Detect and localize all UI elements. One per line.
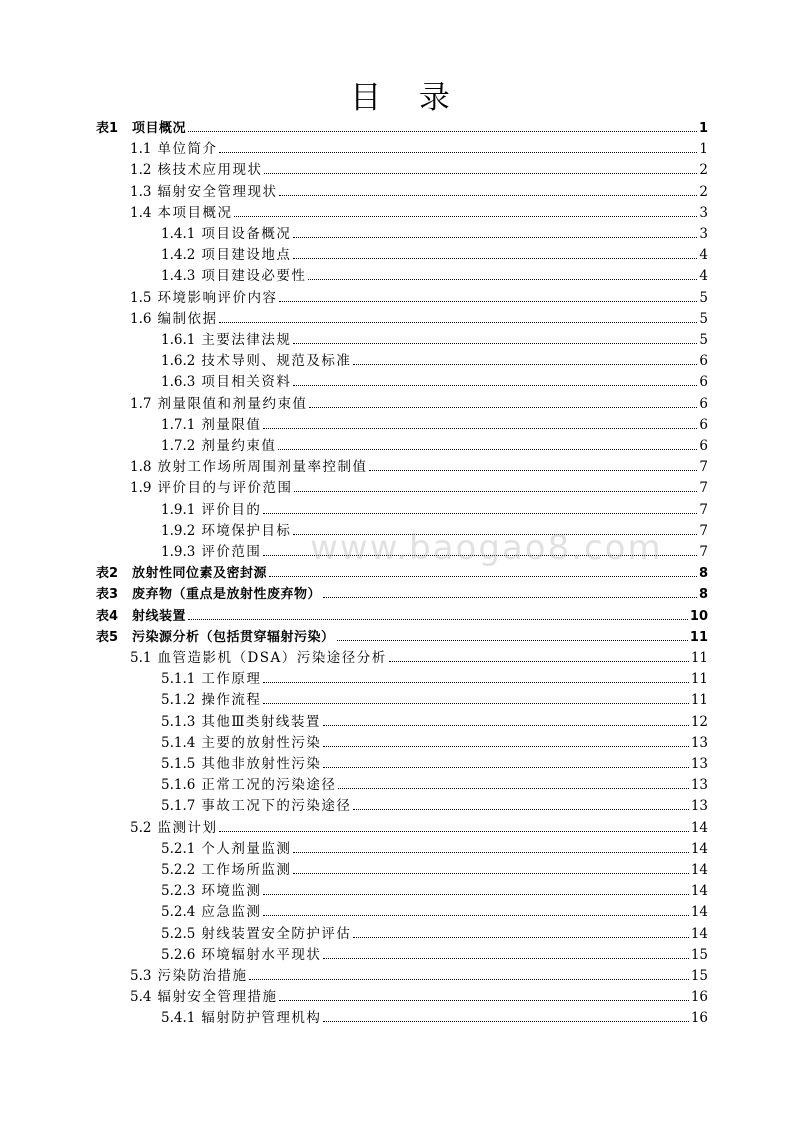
toc-entry[interactable] — [130, 648, 708, 669]
toc-entry[interactable] — [130, 182, 708, 203]
toc-entry-page-number: 7 — [699, 459, 708, 476]
toc-dot-leader — [323, 745, 688, 747]
toc-dot-leader — [323, 596, 697, 598]
toc-entry-title: 工作原理 — [201, 671, 262, 688]
toc-entry[interactable] — [161, 245, 708, 266]
toc-entry-number: 5.2.2 — [161, 862, 196, 878]
toc-entry-title: 环境监测 — [201, 883, 262, 900]
toc-entry[interactable] — [130, 288, 708, 309]
toc-entry-number: 1.3 — [130, 183, 152, 200]
toc-entry-page-number: 8 — [698, 587, 708, 603]
toc-entry-title: 环境辐射水平现状 — [201, 946, 322, 963]
toc-entry-page-number: 7 — [699, 522, 708, 539]
toc-entry-number: 1.4.1 — [161, 226, 196, 242]
toc-entry-title: 单位简介 — [157, 141, 218, 158]
toc-entry[interactable] — [161, 796, 708, 817]
toc-dot-leader — [308, 278, 697, 280]
toc-entry-title: 放射工作场所周围剂量率控制值 — [157, 459, 368, 476]
toc-dot-leader — [338, 787, 688, 789]
toc-entry[interactable] — [96, 627, 708, 648]
toc-entry-number: 5.1.4 — [161, 734, 196, 751]
toc-entry-number: 5.1.2 — [161, 692, 196, 709]
toc-entry-title: 环境保护目标 — [201, 522, 292, 539]
toc-entry-page-number: 6 — [699, 353, 708, 370]
toc-entry-title: 剂量限值 — [201, 416, 262, 433]
toc-entry-title: 辐射防护管理机构 — [201, 1010, 322, 1027]
toc-entry-number: 1.1 — [130, 141, 152, 158]
toc-entry[interactable] — [161, 542, 708, 563]
toc-dot-leader — [323, 724, 689, 726]
toc-entry-page-number: 1 — [699, 141, 708, 158]
toc-entry[interactable] — [130, 966, 708, 987]
toc-entry-title: 项目设备概况 — [201, 226, 292, 242]
toc-entry-title: 核技术应用现状 — [157, 162, 263, 179]
toc-dot-leader — [323, 1020, 688, 1022]
toc-entry[interactable] — [96, 118, 708, 139]
toc-entry[interactable] — [161, 775, 708, 796]
toc-entry-page-number: 13 — [690, 734, 708, 751]
toc-entry-page-number: 4 — [699, 268, 708, 285]
toc-entry[interactable] — [130, 160, 708, 181]
toc-dot-leader — [279, 999, 688, 1001]
toc-entry-number: 5.3 — [130, 968, 152, 984]
toc-dot-leader — [294, 490, 697, 492]
toc-entry-number: 5.4.1 — [161, 1010, 196, 1027]
toc-entry[interactable] — [161, 945, 708, 966]
toc-dot-leader — [279, 300, 697, 302]
toc-entry-number: 1.5 — [130, 289, 152, 306]
toc-dot-leader — [188, 130, 697, 132]
toc-entry[interactable] — [130, 478, 708, 499]
toc-entry-number: 5.1.7 — [161, 798, 196, 815]
toc-entry-number: 1.7.1 — [161, 416, 196, 433]
toc-entry-title: 事故工况下的污染途径 — [201, 798, 352, 815]
toc-dot-leader — [234, 215, 697, 217]
toc-entry-number: 1.9.1 — [161, 501, 196, 518]
toc-entry-page-number: 10 — [689, 608, 708, 624]
toc-entry-page-number: 16 — [690, 1010, 708, 1027]
toc-dot-leader — [249, 978, 688, 980]
toc-entry[interactable] — [161, 924, 708, 945]
toc-entry-title: 污染源分析（包括贯穿辐射污染） — [132, 629, 335, 645]
toc-entry-number: 1.9 — [130, 480, 152, 497]
toc-entry-page-number: 2 — [699, 162, 708, 179]
toc-dot-leader — [389, 660, 689, 662]
toc-entry-title: 项目概况 — [132, 121, 187, 136]
toc-entry[interactable] — [161, 521, 708, 542]
toc-entry-page-number: 5 — [699, 310, 708, 327]
toc-entry-page-number: 3 — [699, 204, 708, 221]
toc-dot-leader — [353, 808, 688, 810]
toc-dot-leader — [293, 342, 697, 344]
page-title: 目 录 — [350, 80, 464, 116]
toc-entry-number: 1.9.2 — [161, 522, 196, 539]
toc-entry-number: 5.1.1 — [161, 671, 196, 688]
toc-entry-number: 1.7 — [130, 395, 152, 412]
toc-entry-page-number: 6 — [699, 374, 708, 391]
toc-entry-number: 5.2.4 — [161, 904, 196, 921]
toc-entry-number: 5.2.5 — [161, 925, 196, 942]
toc-entry-page-number: 5 — [699, 332, 708, 348]
toc-dot-leader — [219, 151, 697, 153]
toc-entry-page-number: 15 — [690, 968, 708, 984]
toc-entry-page-number: 14 — [690, 883, 708, 900]
toc-entry[interactable] — [130, 309, 708, 330]
toc-dot-leader — [337, 639, 688, 641]
toc-dot-leader — [263, 512, 697, 514]
toc-entry[interactable] — [161, 266, 708, 287]
toc-entry-title: 评价范围 — [201, 544, 262, 560]
toc-entry-page-number: 2 — [699, 183, 708, 200]
toc-entry-title: 监测计划 — [157, 819, 218, 836]
toc-entry[interactable] — [161, 415, 708, 436]
toc-entry-page-number: 14 — [690, 904, 708, 921]
toc-entry-title: 环境影响评价内容 — [157, 289, 278, 306]
toc-entry[interactable] — [161, 733, 708, 754]
toc-entry-title: 血管造影机（DSA）污染途径分析 — [157, 650, 387, 666]
toc-entry-number: 5.4 — [130, 989, 152, 1006]
toc-entry-number: 1.4.3 — [161, 268, 196, 285]
toc-entry-page-number: 16 — [690, 989, 708, 1006]
toc-entry-page-number: 14 — [690, 819, 708, 836]
toc-entry-title: 射线装置 — [132, 608, 187, 624]
toc-entry-title: 评价目的与评价范围 — [157, 480, 293, 497]
toc-entry[interactable] — [130, 203, 708, 224]
toc-entry-number: 1.9.3 — [161, 544, 196, 560]
toc-entry-page-number: 11 — [690, 692, 708, 709]
toc-entry-page-number: 11 — [690, 650, 708, 666]
toc-dot-leader — [264, 172, 697, 174]
toc-entry-page-number: 4 — [699, 247, 708, 264]
toc-dot-leader — [263, 893, 688, 895]
toc-entry-number: 1.6.2 — [161, 353, 196, 370]
toc-entry-page-number: 6 — [699, 416, 708, 433]
toc-entry-title: 正常工况的污染途径 — [201, 777, 337, 794]
toc-dot-leader — [269, 575, 697, 577]
toc-entry-number: 表4 — [96, 608, 119, 624]
toc-entry-number: 1.6.1 — [161, 332, 196, 348]
toc-dot-leader — [293, 236, 697, 238]
toc-entry-title: 个人剂量监测 — [201, 840, 292, 857]
toc-entry-title: 剂量限值和剂量约束值 — [157, 395, 308, 412]
toc-entry-number: 表5 — [96, 629, 119, 645]
toc-entry-title: 剂量约束值 — [201, 438, 277, 454]
toc-dot-leader — [293, 872, 688, 874]
toc-entry-title: 工作场所监测 — [201, 862, 292, 878]
toc-entry-page-number: 13 — [690, 756, 708, 772]
toc-entry-page-number: 1 — [698, 121, 708, 136]
toc-dot-leader — [279, 194, 697, 196]
toc-entry-page-number: 11 — [689, 629, 708, 645]
toc-entry-page-number: 11 — [690, 671, 708, 688]
toc-entry-title: 应急监测 — [201, 904, 262, 921]
toc-entry-title: 放射性同位素及密封源 — [132, 566, 268, 582]
toc-entry-page-number: 3 — [699, 226, 708, 242]
toc-entry-number: 5.1.5 — [161, 756, 196, 772]
toc-dot-leader — [219, 321, 697, 323]
toc-entry[interactable] — [161, 690, 708, 711]
toc-dot-leader — [309, 406, 697, 408]
toc-dot-leader — [263, 914, 688, 916]
toc-entry-title: 评价目的 — [201, 501, 262, 518]
toc-entry[interactable] — [130, 139, 708, 160]
toc-entry-page-number: 15 — [690, 946, 708, 963]
toc-entry[interactable] — [96, 584, 708, 605]
toc-entry-page-number: 5 — [699, 289, 708, 306]
toc-dot-leader — [323, 766, 688, 768]
toc-entry[interactable] — [161, 436, 708, 457]
toc-entry-page-number: 13 — [690, 777, 708, 794]
toc-entry-number: 5.1.6 — [161, 777, 196, 794]
toc-entry-page-number: 6 — [699, 395, 708, 412]
toc-entry-number: 表3 — [96, 587, 119, 603]
toc-entry-page-number: 7 — [699, 480, 708, 497]
toc-dot-leader — [293, 384, 697, 386]
toc-dot-leader — [323, 957, 688, 959]
toc-entry-page-number: 6 — [699, 438, 708, 454]
toc-entry-title: 主要法律法规 — [201, 332, 292, 348]
toc-entry[interactable] — [161, 351, 708, 372]
toc-dot-leader — [293, 257, 697, 259]
toc-dot-leader — [293, 533, 697, 535]
toc-entry-page-number: 14 — [690, 925, 708, 942]
toc-entry-number: 1.7.2 — [161, 438, 196, 454]
toc-entry-title: 射线装置安全防护评估 — [201, 925, 352, 942]
toc-entry[interactable] — [130, 818, 708, 839]
toc-entry-number: 1.6 — [130, 310, 152, 327]
toc-entry[interactable] — [161, 1008, 708, 1029]
toc-entry-number: 1.6.3 — [161, 374, 196, 391]
toc-entry-title: 其他非放射性污染 — [201, 756, 322, 772]
toc-entry-number: 5.2 — [130, 819, 152, 836]
toc-entry-page-number: 7 — [699, 501, 708, 518]
toc-entry-page-number: 8 — [698, 566, 708, 582]
toc-dot-leader — [263, 702, 688, 704]
toc-entry-title: 项目建设地点 — [201, 247, 292, 264]
toc-entry[interactable] — [161, 754, 708, 775]
toc-entry-title: 操作流程 — [201, 692, 262, 709]
toc-entry[interactable] — [161, 902, 708, 923]
toc-entry-title: 主要的放射性污染 — [201, 734, 322, 751]
toc-entry-number: 5.1.3 — [161, 713, 196, 730]
toc-entry[interactable] — [130, 457, 708, 478]
toc-entry[interactable] — [96, 606, 708, 627]
toc-entry[interactable] — [161, 712, 708, 733]
toc-entry-page-number: 7 — [699, 544, 708, 560]
toc-dot-leader — [369, 469, 697, 471]
toc-entry-page-number: 12 — [690, 713, 708, 730]
toc-entry[interactable] — [161, 881, 708, 902]
toc-entry[interactable] — [96, 563, 708, 584]
toc-entry-number: 5.2.6 — [161, 946, 196, 963]
toc-entry-number: 表1 — [96, 121, 119, 136]
toc-entry-number: 5.2.3 — [161, 883, 196, 900]
toc-entry-number: 表2 — [96, 566, 119, 582]
toc-entry[interactable] — [161, 372, 708, 393]
toc-entry-title: 编制依据 — [157, 310, 218, 327]
toc-entry[interactable] — [161, 839, 708, 860]
toc-entry[interactable] — [161, 224, 708, 245]
toc-entry-title: 辐射安全管理措施 — [157, 989, 278, 1006]
toc-entry[interactable] — [161, 500, 708, 521]
toc-dot-leader — [263, 554, 697, 556]
toc-entry-title: 辐射安全管理现状 — [157, 183, 278, 200]
toc-entry-number: 5.2.1 — [161, 840, 196, 857]
toc-dot-leader — [278, 448, 697, 450]
toc-dot-leader — [353, 936, 688, 938]
toc-entry-number: 1.4.2 — [161, 247, 196, 264]
toc-dot-leader — [293, 851, 688, 853]
toc-dot-leader — [353, 363, 697, 365]
toc-dot-leader — [219, 830, 688, 832]
toc-entry-title: 其他Ⅲ类射线装置 — [201, 713, 321, 730]
toc-entry-page-number: 13 — [690, 798, 708, 815]
toc-entry-number: 1.8 — [130, 459, 152, 476]
toc-entry-number: 1.4 — [130, 204, 152, 221]
toc-entry[interactable] — [161, 330, 708, 351]
toc-entry-title: 污染防治措施 — [157, 968, 248, 984]
toc-dot-leader — [263, 681, 688, 683]
toc-dot-leader — [263, 427, 697, 429]
toc-entry-number: 5.1 — [130, 650, 152, 666]
toc-entry[interactable] — [130, 987, 708, 1008]
toc-entry[interactable] — [130, 394, 708, 415]
toc-entry-title: 废弃物（重点是放射性废弃物） — [132, 587, 322, 603]
toc-entry-title: 项目建设必要性 — [201, 268, 307, 285]
watermark: www.baogao8.com — [310, 528, 663, 568]
toc-entry-title: 项目相关资料 — [201, 374, 292, 391]
toc-entry-title: 本项目概况 — [157, 204, 233, 221]
toc-entry-page-number: 14 — [690, 840, 708, 857]
toc-entry-number: 1.2 — [130, 162, 152, 179]
toc-dot-leader — [188, 618, 688, 620]
toc-entry-page-number: 14 — [690, 862, 708, 878]
toc-entry[interactable] — [161, 860, 708, 881]
toc-entry-title: 技术导则、规范及标准 — [201, 353, 352, 370]
toc-entry[interactable] — [161, 669, 708, 690]
